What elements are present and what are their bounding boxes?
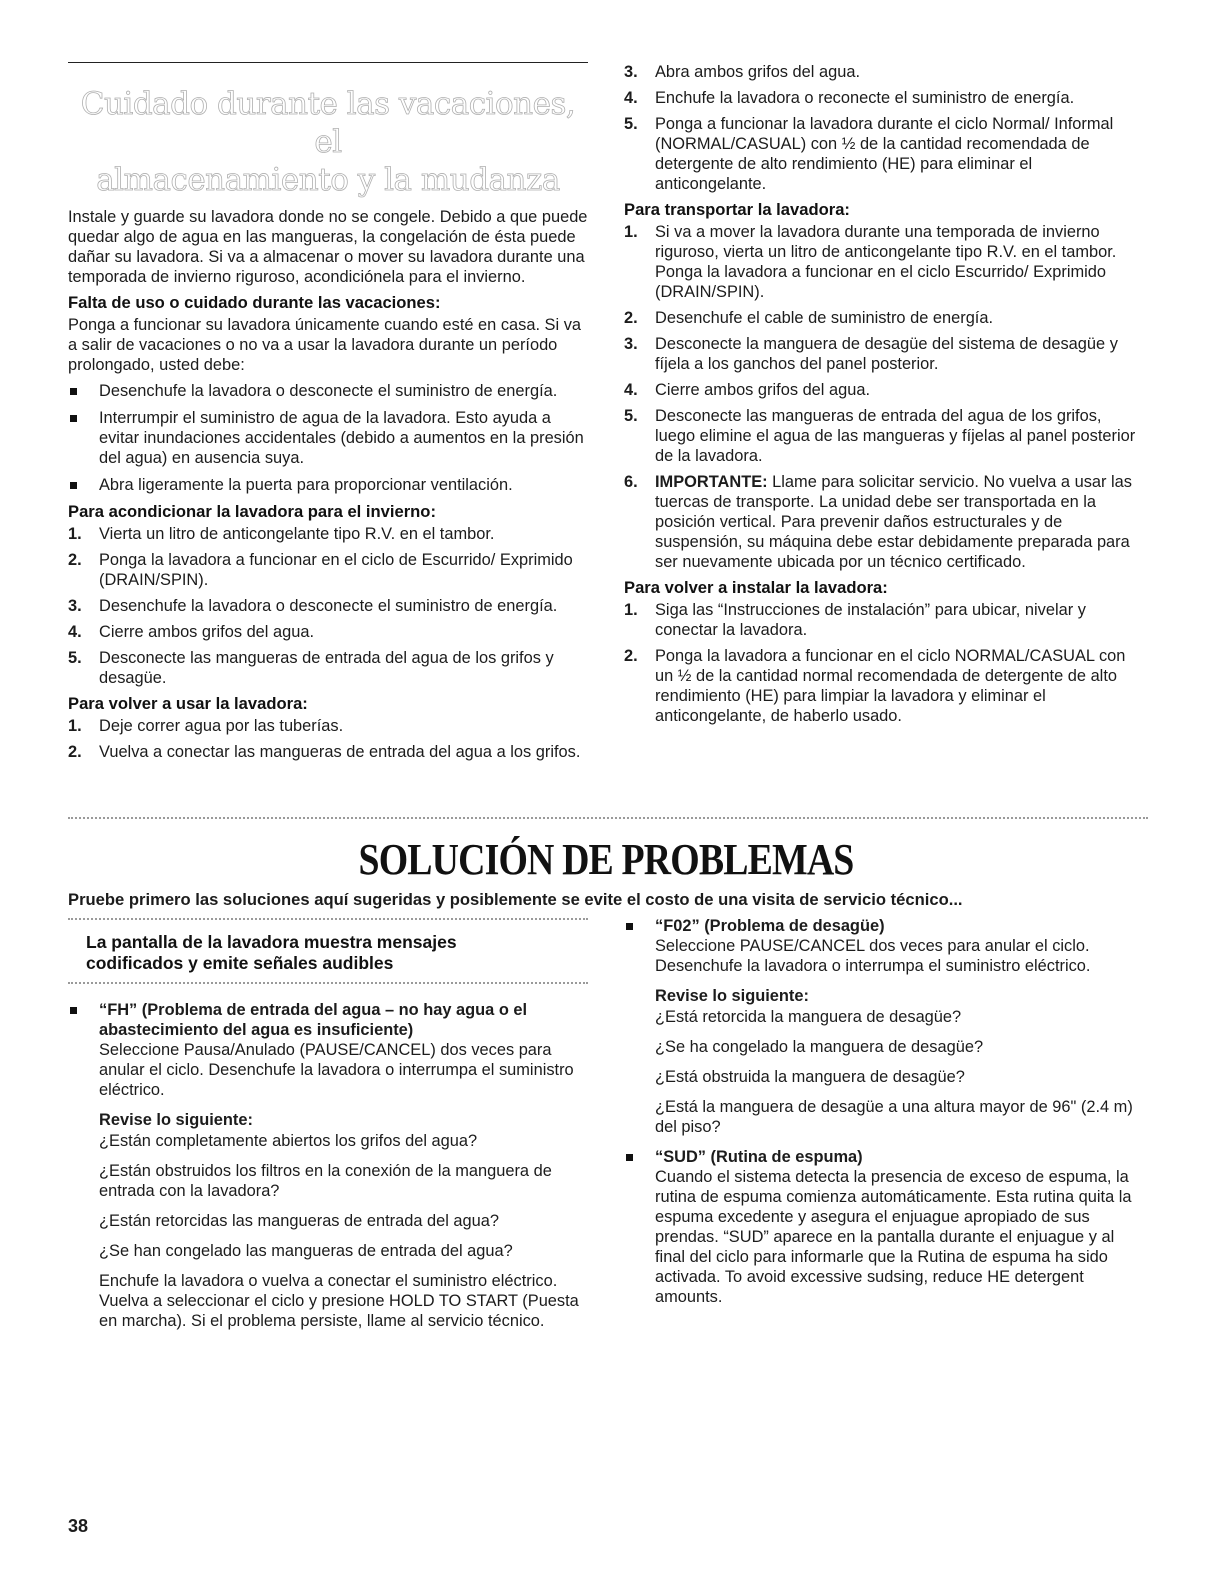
list-item — [624, 916, 1144, 1137]
fh-error-block — [68, 1000, 588, 1331]
display-codes-heading-line1: La pantalla de la lavadora muestra mensajes — [86, 932, 457, 952]
vacation-left-column — [68, 62, 588, 768]
fh-check: ¿Se han congelado las mangueras de entrada del agua? — [99, 1242, 513, 1260]
reinstall-steps — [624, 600, 1144, 726]
fh-text: Seleccione Pausa/Anulado (PAUSE/CANCEL) dos veces para anular el ciclo. Desenchufe la lavadora o interrumpa el suministro eléctrico. — [99, 1041, 574, 1099]
list-item: 1. Si va a mover la lavadora durante una temporada de invierno riguroso, vierta un litro de anticongelante tipo R.V. en el tambor. Ponga la lavadora a funcionar en el ciclo Escurrido/ Exprimido (DRAIN/SPIN). — [624, 223, 1117, 301]
list-item: 3. Desconecte la manguera de desagüe del sistema de desagüe y fíjela a los ganchos del panel posterior. — [624, 335, 1118, 373]
vacation-right-column — [624, 62, 1144, 732]
troubleshooting-left-column — [68, 918, 588, 1341]
list-item: 5. Desconecte las mangueras de entrada del agua de los grifos y desagüe. — [68, 649, 554, 687]
list-item — [68, 1000, 588, 1331]
list-item: Abra ligeramente la puerta para proporcionar ventilación. — [68, 475, 588, 495]
error-code-list — [624, 916, 1144, 1307]
f02-text: Seleccione PAUSE/CANCEL dos veces para anular el ciclo. Desenchufe la lavadora o interrumpa el suministro eléctrico. — [655, 937, 1091, 975]
list-item: 5. Ponga a funcionar la lavadora durante el ciclo Normal/ Informal (NORMAL/CASUAL) con ½ de la cantidad recomendada de detergente de alto rendimiento (HE) para eliminar el anticongelante. — [624, 115, 1114, 193]
list-item: 1. Vierta un litro de anticongelante tipo R.V. en el tambor. — [68, 525, 495, 543]
display-codes-heading-line2: codificados y emite señales audibles — [86, 953, 394, 973]
list-item: 2. Ponga la lavadora a funcionar en el ciclo de Escurrido/ Exprimido (DRAIN/SPIN). — [68, 551, 573, 589]
troubleshooting-right-column — [624, 916, 1144, 1314]
sud-heading: “SUD” (Rutina de espuma) — [655, 1148, 863, 1166]
page-number: 38 — [68, 1516, 89, 1536]
section-divider — [68, 817, 1148, 819]
list-item: 2. Desenchufe el cable de suministro de energía. — [624, 309, 994, 327]
f02-check: ¿Se ha congelado la manguera de desagüe? — [655, 1038, 984, 1056]
list-item: 6. IMPORTANTE: Llame para solicitar servicio. No vuelva a usar las tuercas de transporte. La unidad debe ser transportada en la posición vertical. Para prevenir daños estructurales y de suspensión, su máquina debe estar debidamente preparada para ser nuevamente ubicada por un técnico certificado. — [624, 473, 1132, 571]
sud-text: Cuando el sistema detecta la presencia de exceso de espuma, la rutina de espuma comienza automáticamente. Esta rutina quita la espuma excedente y asegura el enjuague apropiado de sus prendas. “SUD” aparece en la pantalla durante el enjuague y al final del ciclo para informarle que la Rutina de espuma ha sido activada. To avoid excessive sudsing, reduce HE detergent amounts. — [655, 1168, 1132, 1306]
fh-check: ¿Están completamente abiertos los grifos del agua? — [99, 1132, 478, 1150]
troubleshooting-intro: Pruebe primero las soluciones aquí sugeridas y posiblemente se evite el costo de una visita de servicio técnico... — [68, 890, 963, 909]
list-item: 4. Cierre ambos grifos del agua. — [624, 381, 871, 399]
list-item: 2. Vuelva a conectar las mangueras de entrada del agua a los grifos. — [68, 743, 581, 761]
reuse-steps-part1 — [68, 716, 588, 762]
display-codes-heading-box — [68, 918, 588, 984]
list-item: 2. Ponga la lavadora a funcionar en el ciclo NORMAL/CASUAL con un ½ de la cantidad normal recomendada de detergente de alto rendimiento (HE) para limpiar la lavadora y eliminar el anticongelante, de haberlo usado. — [624, 647, 1126, 725]
list-item: 5. Desconecte las mangueras de entrada del agua de los grifos, luego elimine el agua de las mangueras y fíjelas al panel posterior de la lavadora. — [624, 407, 1136, 465]
troubleshooting-title: SOLUCIÓN DE PROBLEMAS — [358, 835, 854, 884]
reuse-steps-part2 — [624, 62, 1144, 194]
list-item: 1. Siga las “Instrucciones de instalación” para ubicar, nivelar y conectar la lavadora. — [624, 601, 1086, 639]
list-item: Desenchufe la lavadora o desconecte el suministro de energía. — [68, 381, 588, 401]
list-item — [624, 1147, 1144, 1307]
vacation-section-title: Cuidado durante las vacaciones, el almacenamiento y la mudanza — [80, 86, 576, 198]
fh-heading: “FH” (Problema de entrada del agua – no hay agua o el abastecimiento del agua es insuficiente) — [99, 1001, 528, 1039]
list-item: 3. Abra ambos grifos del agua. — [624, 63, 861, 81]
list-item: 1. Deje correr agua por las tuberías. — [68, 717, 344, 735]
section-top-rule — [68, 62, 588, 63]
winter-heading: Para acondicionar la lavadora para el invierno: — [68, 502, 436, 521]
fh-check: Enchufe la lavadora o vuelva a conectar el suministro eléctrico. Vuelva a seleccionar el ciclo y presione HOLD TO START (Puesta en marcha). Si el problema persiste, llame al servicio técnico. — [99, 1272, 579, 1330]
list-item: 3. Desenchufe la lavadora o desconecte el suministro de energía. — [68, 597, 558, 615]
nonuse-bullet-list — [68, 381, 588, 495]
list-item: 4. Cierre ambos grifos del agua. — [68, 623, 315, 641]
fh-check: ¿Están obstruidos los filtros en la conexión de la manguera de entrada con la lavadora? — [99, 1162, 552, 1200]
reuse-heading: Para volver a usar la lavadora: — [68, 694, 308, 713]
vacation-intro: Instale y guarde su lavadora donde no se congele. Debido a que puede quedar algo de agua en las mangueras, la congelación de ésta puede dañar su lavadora. Si va a almacenar o mover su lavadora durante una temporada de invierno riguroso, acondiciónela para el invierno. — [68, 208, 588, 286]
f02-check: ¿Está retorcida la manguera de desagüe? — [655, 1008, 962, 1026]
nonuse-text: Ponga a funcionar su lavadora únicamente cuando esté en casa. Si va a salir de vacaciones o no va a usar la lavadora durante un período prolongado, usted debe: — [68, 316, 581, 374]
f02-check: ¿Está la manguera de desagüe a una altura mayor de 96" (2.4 m) del piso? — [655, 1098, 1133, 1136]
fh-check: ¿Están retorcidas las mangueras de entrada del agua? — [99, 1212, 499, 1230]
transport-heading: Para transportar la lavadora: — [624, 200, 850, 219]
nonuse-heading: Falta de uso o cuidado durante las vacaciones: — [68, 293, 441, 312]
f02-check-heading: Revise lo siguiente: — [655, 987, 809, 1005]
list-item: Interrumpir el suministro de agua de la lavadora. Esto ayuda a evitar inundaciones accidentales (debido a aumentos en la presión del agua) en ausencia suya. — [68, 408, 588, 468]
fh-check-heading: Revise lo siguiente: — [99, 1111, 253, 1129]
winter-steps — [68, 524, 588, 688]
f02-heading: “F02” (Problema de desagüe) — [655, 917, 885, 935]
reinstall-heading: Para volver a instalar la lavadora: — [624, 578, 888, 597]
transport-steps — [624, 222, 1144, 572]
list-item: 4. Enchufe la lavadora o reconecte el suministro de energía. — [624, 89, 1075, 107]
f02-check: ¿Está obstruida la manguera de desagüe? — [655, 1068, 965, 1086]
